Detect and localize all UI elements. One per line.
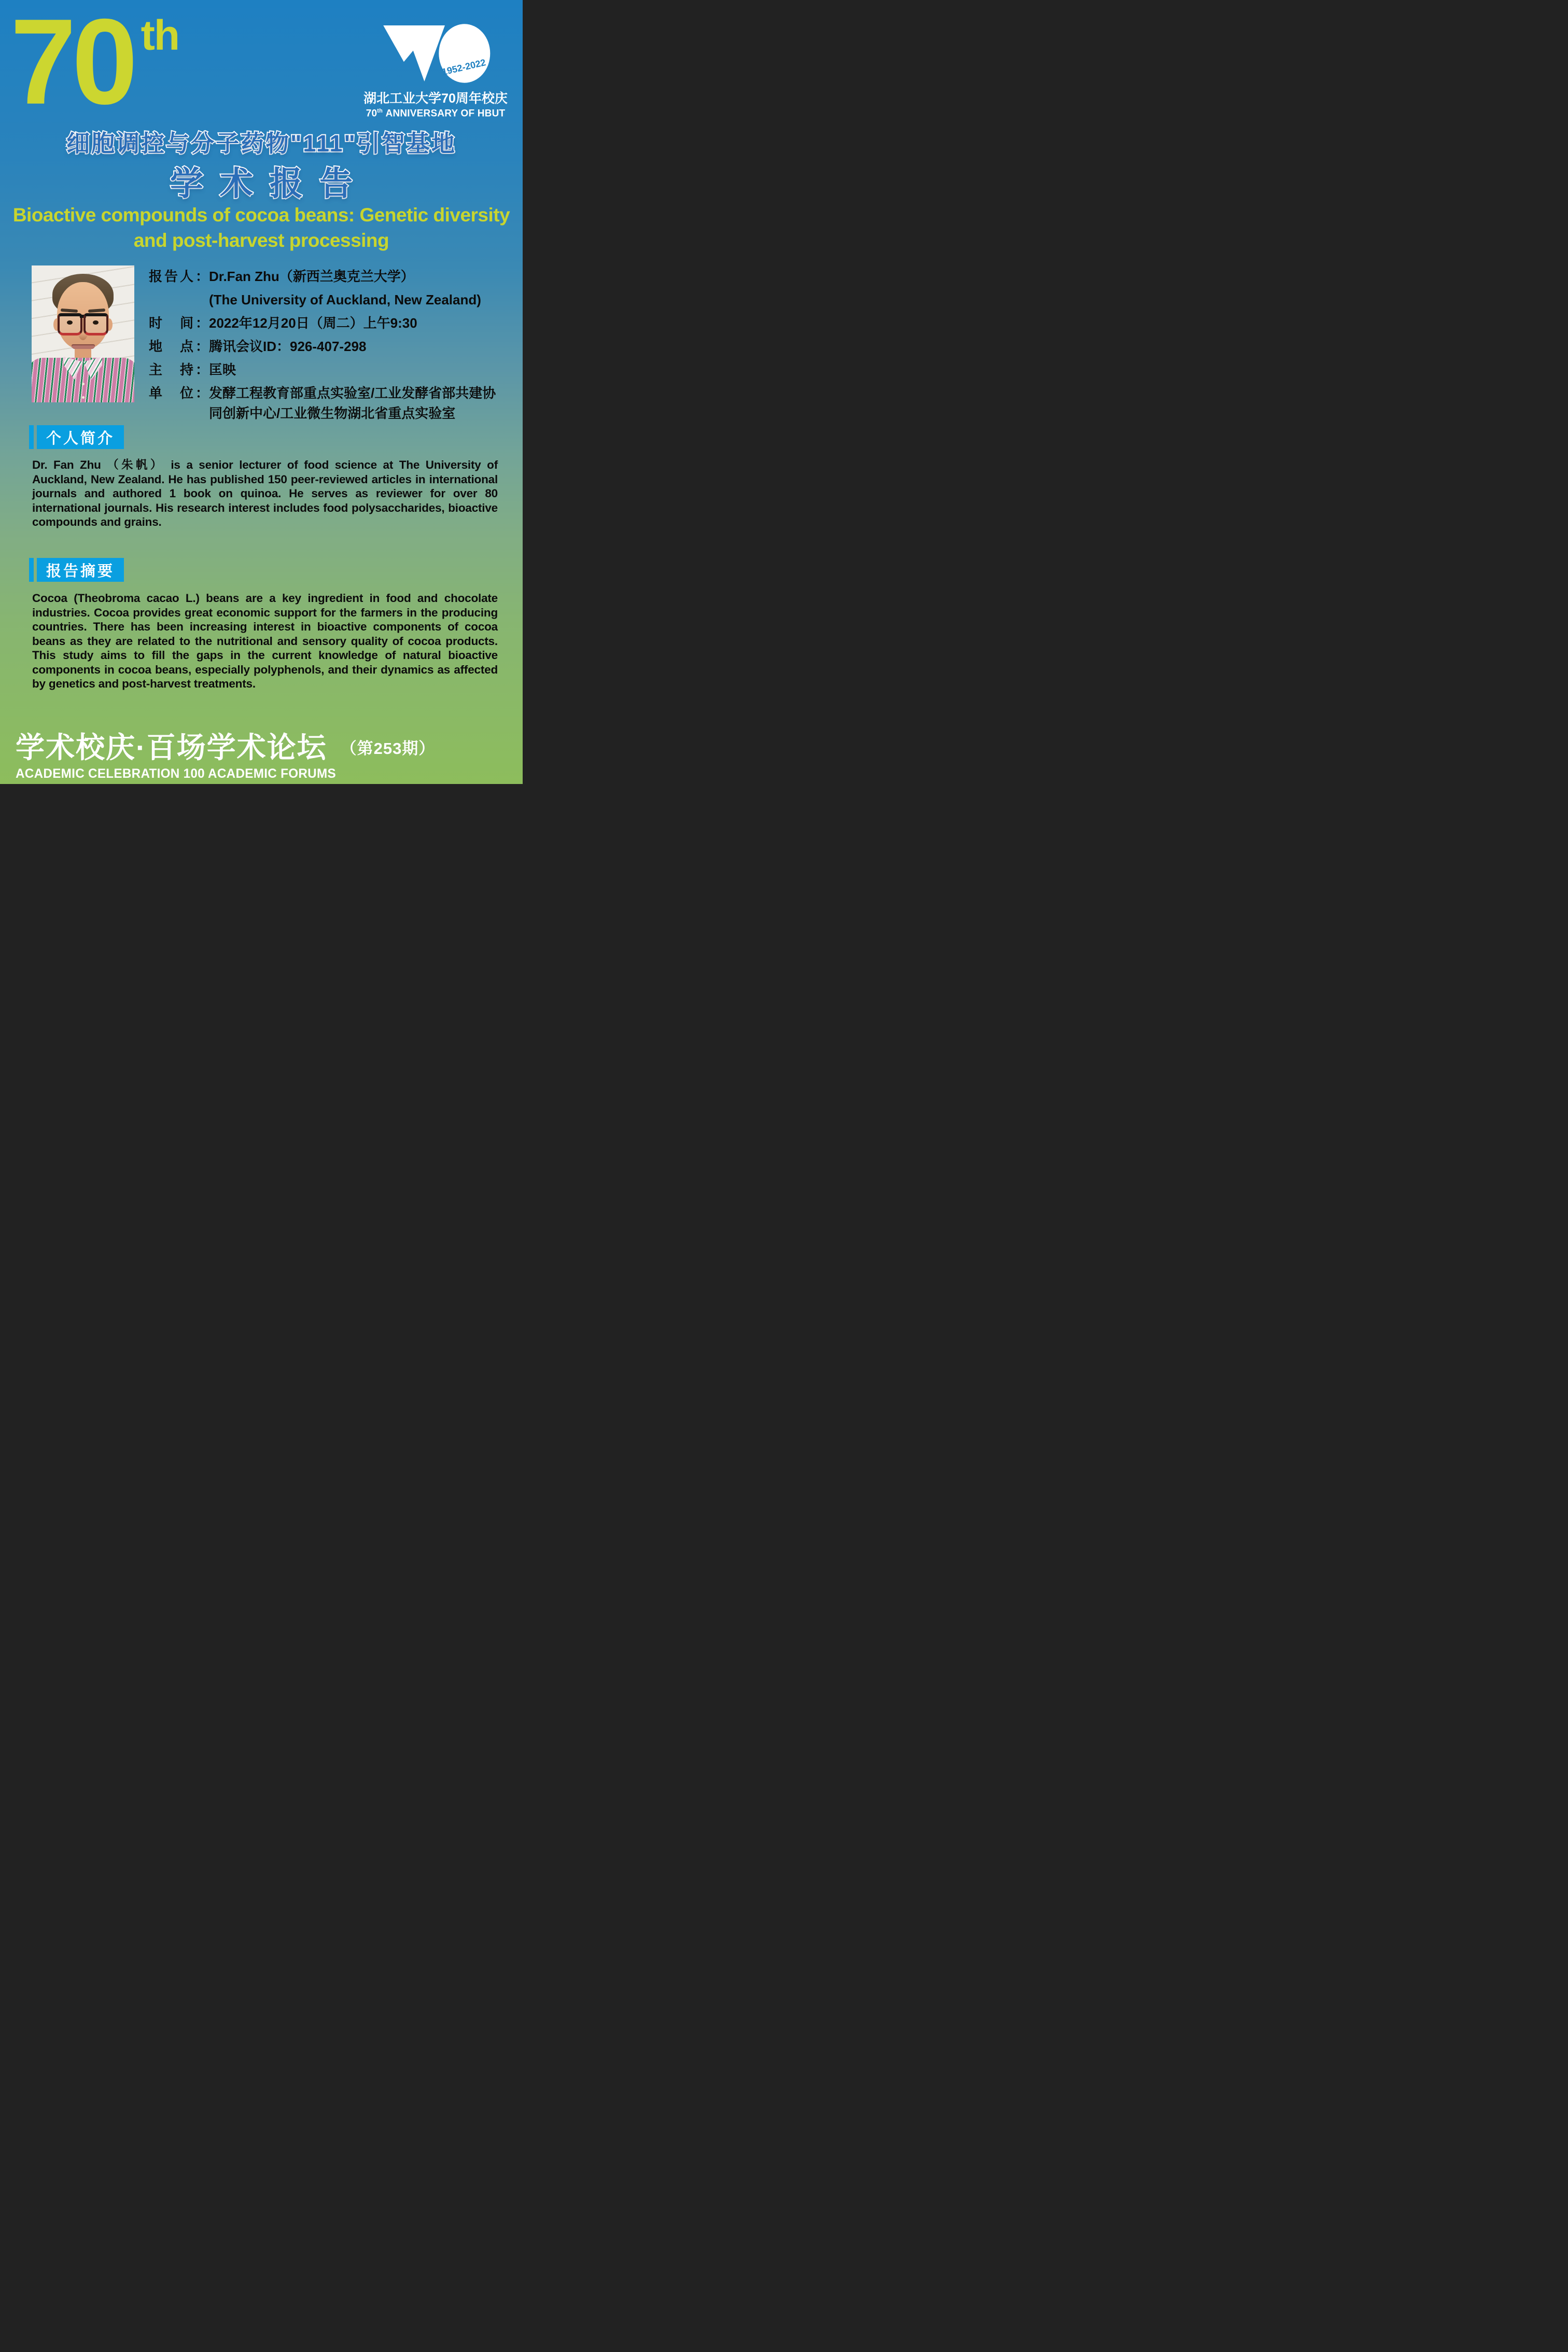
lecture-title bbox=[0, 202, 523, 253]
abstract-section-heading: 报告摘要 bbox=[37, 558, 124, 582]
anniversary-number: 70 bbox=[10, 0, 134, 130]
abstract-section-badge bbox=[29, 558, 124, 582]
shirt-button bbox=[82, 383, 85, 385]
academic-report-calligraphy: 学术报告 bbox=[170, 165, 369, 202]
anniversary-suffix: th bbox=[141, 12, 179, 59]
emblem-years: 1952-2022 bbox=[441, 57, 487, 77]
shirt-button bbox=[82, 396, 85, 399]
footer-issue-number: （第253期） bbox=[340, 739, 436, 758]
info-value: Dr.Fan Zhu（新西兰奥克兰大学） bbox=[209, 269, 414, 284]
info-row-time bbox=[149, 313, 509, 333]
anniversary-70th-mark bbox=[10, 0, 179, 130]
info-value: 2022年12月20日（周二）上午9:30 bbox=[209, 315, 417, 331]
photo-nose bbox=[78, 326, 88, 340]
badge-accent-bar bbox=[29, 558, 34, 582]
info-row-organizer bbox=[149, 383, 509, 424]
lecture-info bbox=[149, 267, 509, 427]
info-value: 匡映 bbox=[209, 362, 236, 377]
photo-eye-left bbox=[67, 320, 73, 325]
speaker-photo bbox=[32, 265, 134, 402]
lecture-title-line1: Bioactive compounds of cocoa beans: Genetic diversity bbox=[12, 204, 510, 226]
lecture-poster bbox=[0, 0, 523, 784]
hbut-70-logo bbox=[354, 21, 517, 119]
base-name-calligraphy: 细胞调控与分子药物"111"引智基地 bbox=[66, 130, 456, 157]
info-label: 主 持： bbox=[149, 362, 209, 377]
photo-eye-right bbox=[93, 320, 99, 325]
logo-en-text: ANNIVERSARY OF HBUT bbox=[385, 108, 506, 119]
info-value: 发酵工程教育部重点实验室/工业发酵省部共建协同创新中心/工业微生物湖北省重点实验室 bbox=[209, 385, 496, 421]
info-row-university bbox=[149, 290, 509, 310]
info-row-speaker bbox=[149, 267, 509, 287]
info-label: 报告人： bbox=[149, 269, 209, 284]
abstract-paragraph: Cocoa (Theobroma cacao L.) beans are a key ingredient in food and chocolate industries. Cocoa provides great economic support for the farmers in the producing countries. There has been increasing interest in bioactive components of cocoa beans as they are related to the nutritional and sensory quality of cocoa products. This study aims to fill the gaps in the current knowledge of natural bioactive components in cocoa beans, especially polyphenols, and their dynamics as affected by genetics and post-harvest treatments. bbox=[32, 592, 498, 690]
lecture-title-line2: and post-harvest processing bbox=[133, 230, 389, 251]
badge-accent-bar bbox=[29, 425, 34, 449]
info-label: 地 点： bbox=[149, 339, 209, 354]
footer-forum-name: 学术校庆·百场学术论坛 bbox=[16, 731, 327, 764]
info-row-host bbox=[149, 360, 509, 380]
info-value: 腾讯会议ID：926-407-298 bbox=[209, 339, 367, 354]
logo-en-line bbox=[354, 108, 517, 119]
footer-forum-title-en: ACADEMIC CELEBRATION 100 ACADEMIC FORUMS bbox=[16, 766, 336, 781]
hbut-emblem bbox=[377, 21, 494, 86]
info-label: 时 间： bbox=[149, 315, 209, 331]
logo-en-number: 70 bbox=[366, 108, 377, 119]
bio-section-heading: 个人简介 bbox=[37, 425, 124, 449]
bio-paragraph: Dr. Fan Zhu （朱帆） is a senior lecturer of food science at The University of Auckland, New Zealand. He has published 150 peer-reviewed articles in international journals and authored 1 book on quinoa. He serves as reviewer for over 80 international journals. His research interest includes food polysaccharides, bioactive compounds and grains. bbox=[32, 458, 498, 528]
info-label bbox=[149, 290, 209, 310]
info-row-location bbox=[149, 337, 509, 357]
emblem-seven-shape bbox=[383, 25, 445, 81]
logo-cn-line: 湖北工业大学70周年校庆 bbox=[363, 91, 508, 106]
logo-en-sup: th bbox=[377, 108, 383, 114]
photo-mouth bbox=[72, 344, 95, 349]
bio-section-badge bbox=[29, 425, 124, 449]
footer-forum-title bbox=[16, 725, 435, 766]
info-value: (The University of Auckland, New Zealand) bbox=[209, 292, 481, 307]
info-label: 单 位： bbox=[149, 385, 209, 401]
